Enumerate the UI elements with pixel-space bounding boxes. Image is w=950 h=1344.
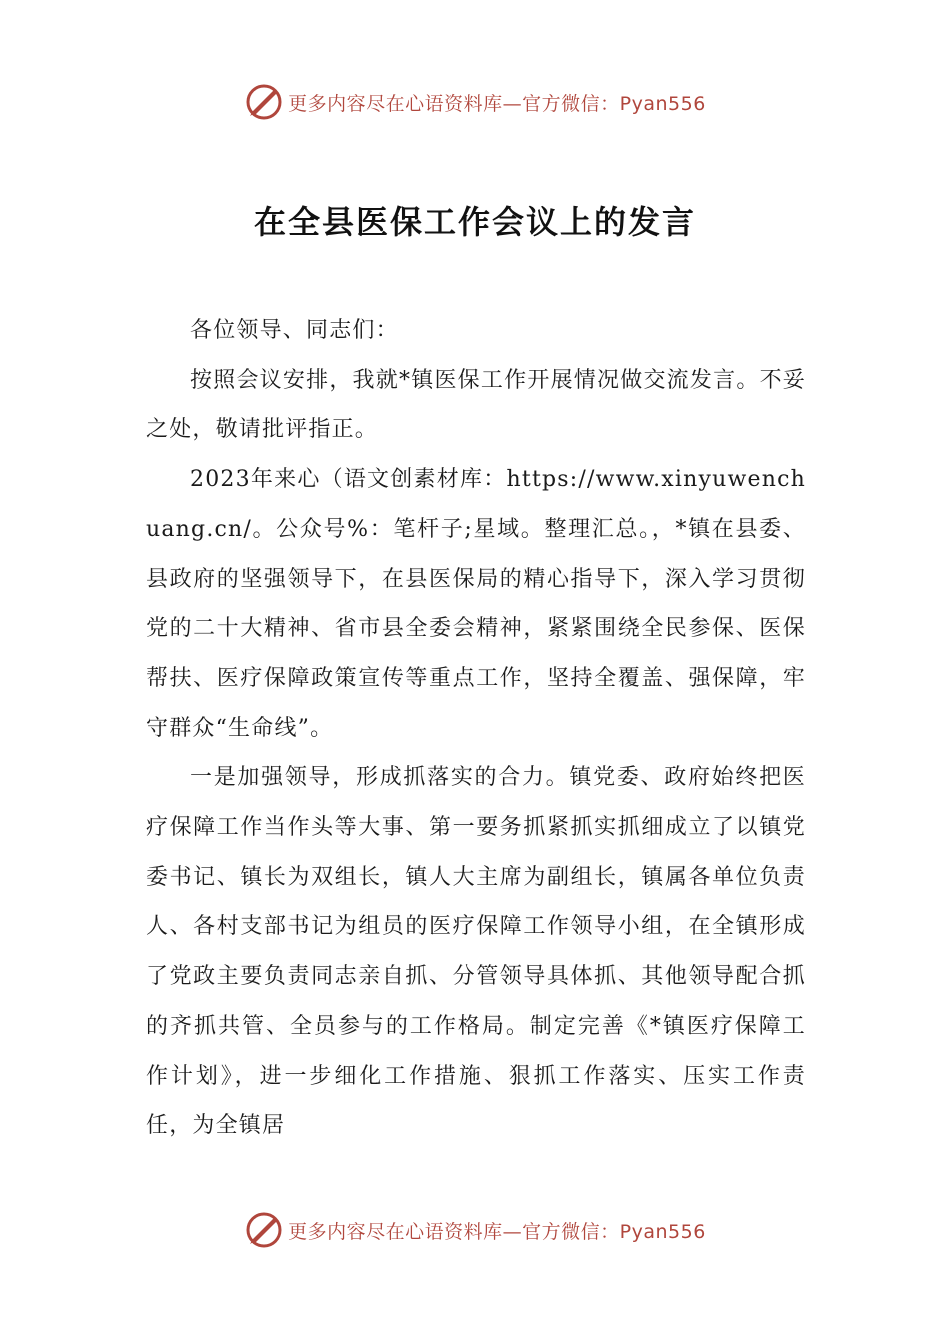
pen-logo-icon: [244, 82, 284, 122]
paragraph-overview: 2023年来心（语文创素材库：https://www.xinyuwenchuang.cn/。公众号%：笔杆子;星域。整理汇总。，*镇在县委、县政府的坚强领导下，在县医保局的精心指导下，深入学习贯彻党的二十大精神、省市县全委会精神，紧紧围绕全民参保、医保帮扶、医疗保障政策宣传等重点工作，坚持全覆盖、强保障，牢守群众“生命线”。: [146, 467, 806, 741]
footer-banner: [0, 1208, 950, 1252]
banner-label: 更多内容尽在心语资料库—官方微信：: [288, 92, 620, 115]
banner-wechat-handle: Pyan556: [619, 1220, 706, 1243]
banner-text: [288, 89, 706, 116]
banner-wechat-handle: Pyan556: [619, 92, 706, 115]
pen-logo-icon: [244, 1210, 284, 1250]
header-banner: [0, 80, 950, 124]
paragraph-leadership: 一是加强领导，形成抓落实的合力。镇党委、政府始终把医疗保障工作当作头等大事、第一要务抓紧抓实抓细成立了以镇党委书记、镇长为双组长，镇人大主席为副组长，镇属各单位负责人、各村支部书记为组员的医疗保障工作领导小组，在全镇形成了党政主要负责同志亲自抓、分管领导具体抓、其他领导配合抓的齐抓共管、全员参与的工作格局。制定完善《*镇医疗保障工作计划》，进一步细化工作措施、狠抓工作落实、压实工作责任，为全镇居: [146, 765, 806, 1139]
banner-label: 更多内容尽在心语资料库—官方微信：: [288, 1220, 620, 1243]
banner-text: [288, 1217, 706, 1244]
salutation: 各位领导、同志们：: [190, 318, 399, 343]
paragraph-intro: 按照会议安排，我就*镇医保工作开展情况做交流发言。不妥之处，敬请批评指正。: [146, 367, 806, 443]
document-title: 在全县医保工作会议上的发言: [253, 203, 696, 242]
document-body: [146, 306, 806, 1151]
